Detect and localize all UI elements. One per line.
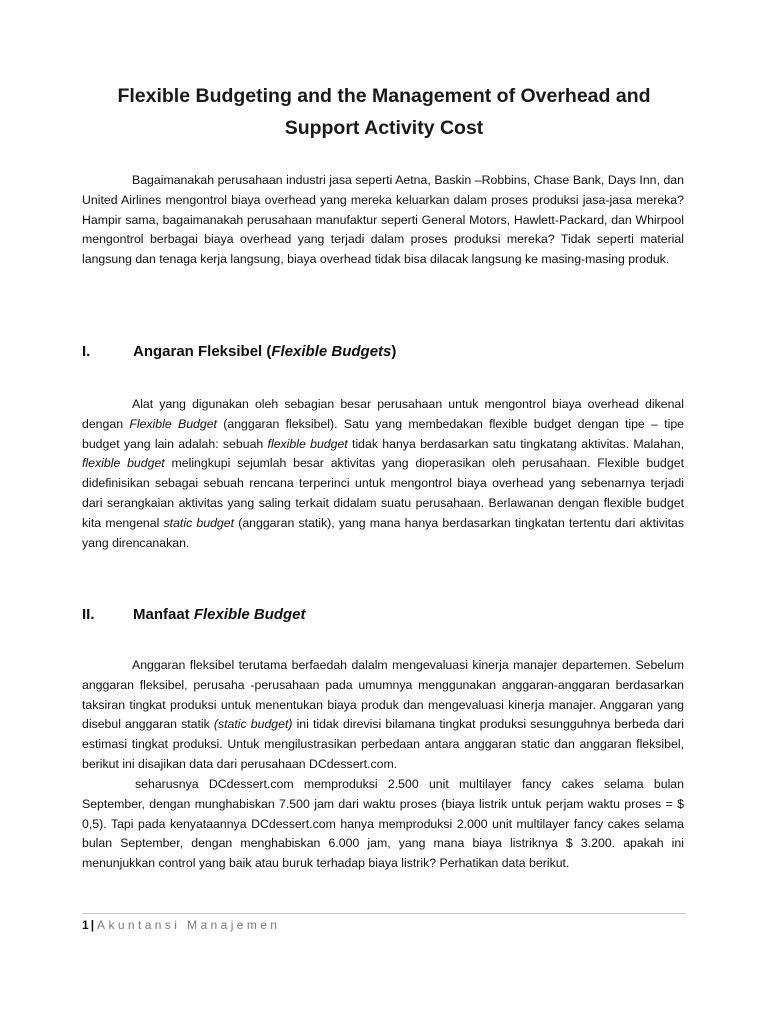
section-2-text-1: Anggaran fleksibel terutama berfaedah dalalm mengevaluasi kinerja manajer departemen. Sebelum anggaran fleksibel, perusaha -perusahaan pada umumnya menggunakan anggaran-anggaran berdasarkan taksiran tingkat produksi untuk menentukan biaya produk dan mengevaluasi kinerja manajer. Anggaran yang disebul anggaran statik [82,658,684,732]
footer-label: Akuntansi Manajemen [97,918,281,932]
section-1-text-2: (anggaran fleksibel). Satu yang membedakan flexible budget dengan tipe – tipe budget yang lain adalah: sebuah [82,416,685,451]
page-number: 1 [82,918,89,932]
section-1-title-italic: Flexible Budgets [271,343,392,360]
section-1-title-suffix: ) [391,343,397,360]
section-2-title-prefix: Manfaat [133,606,194,623]
section-1-title-prefix: Angaran Fleksibel ( [133,343,272,360]
intro-paragraph: Bagaimanakah perusahaan industri jasa seperti Aetna, Baskin –Robbins, Chase Bank, Days Inn, dan United Airlines mengontrol biaya overhead yang mereka keluarkan dalam proses produksi jasa-jasa mereka? Hampir sama, bagaimanakah perusahaan manufaktur seperti General Motors, Hawlett-Packard, dan Whirpool mengontrol berbagai biaya overhead yang terjadi dalam proses produksi mereka? Tidak seperti material langsung dan tenaga kerja langsung, biaya overhead tidak bisa dilacak langsung ke masing-masing produk. [82,173,684,267]
section-1-number: I. [82,343,91,360]
section-1-italic-2: flexible budget [267,436,348,451]
section-2-title-italic: Flexible Budget [193,606,306,623]
document-title: Flexible Budgeting and the Management of Overhead and Support Activity Cost [117,85,651,139]
section-1-text-1: Alat yang digunakan oleh sebagian besar perusahaan untuk mengontrol biaya overhead dikenal dengan [82,397,684,431]
section-1-italic-4: static budget [163,515,235,530]
section-2-number: II. [82,606,95,623]
page-footer [82,916,280,934]
section-1-italic-1: Flexible Budget [129,416,217,431]
section-1-italic-3: flexible budget [82,456,165,471]
footer-divider [82,913,686,914]
section-2-paragraph-2: seharusnya DCdessert.com memproduksi 2.500 unit multilayer fancy cakes selama bulan September, dengan munghabiskan 7.500 jam dari waktu proses (biaya listrik untuk perjam waktu proses = $ 0,5). Tapi pada kenyataannya DCdessert.com hanya memproduksi 2.000 unit multilayer fancy cakes selama bulan September, dengan menghabiskan 6.000 jam, yang mana biaya listriknya $ 3.200. apakah ini menunjukkan control yang baik atau buruk terhadap biaya listrik? Perhatikan data berikut. [82,777,684,871]
section-2-text-2: ini tidak direvisi bilamana tingkat produksi sesungguhnya berbeda dari estimasi tingkat produksi. Untuk mengilustrasikan perbedaan antara anggaran static dan anggaran fleksibel, berikut ini disajikan data dari perusahaan DCdessert.com. [82,717,684,771]
section-2-heading [82,604,306,626]
section-1-heading [82,341,396,363]
section-1-paragraph [82,395,684,553]
section-2-italic-1: (static budget) [213,717,293,732]
section-1-text-3: tidak hanya berdasarkan satu tingkatang aktivitas. Malahan, [347,436,685,451]
section-1-text-4: melingkupi sejumlah besar aktivitas yang dioperasikan oleh perusahaan. Flexible budget didefinisikan sebagai sebuah rencana terperinci untuk mengontrol biaya overhead yang sebenarnya terjadi dari serangkaian aktivitas yang saling terkait didalam suatu perusahaan. Berlawanan dengan flexible budget kita mengenal [82,456,684,530]
footer-separator: | [90,918,95,932]
section-2-paragraph-1 [82,656,684,775]
section-1-text-5: (anggaran statik), yang mana hanya berdasarkan tingkatan tertentu dari aktivitas yang direncanakan. [82,515,684,550]
